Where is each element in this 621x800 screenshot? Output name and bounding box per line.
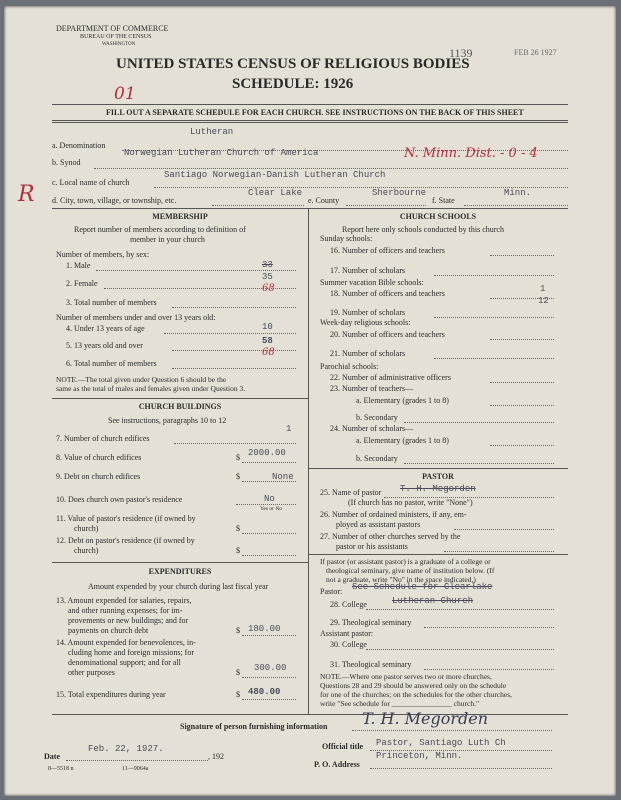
q19-label: 19. Number of scholars [330, 308, 406, 317]
q2-value: 35 [262, 272, 273, 282]
q13-label-b: and other running expenses; for im- [68, 606, 183, 615]
q9-label: 9. Debt on church edifices [56, 472, 141, 481]
membership-title: MEMBERSHIP [152, 212, 208, 221]
form-code-2: 11—9064a [122, 766, 149, 772]
form-title: UNITED STATES CENSUS OF RELIGIOUS BODIES [116, 56, 470, 72]
census-schedule-sheet [4, 6, 616, 796]
q13-label-a: 13. Amount expended for salaries, repairs, [56, 596, 192, 605]
q13-label-d: payments on church debt [68, 626, 149, 635]
q28-label: 28. College [330, 600, 367, 609]
church-name-value: Santiago Norwegian-Danish Lutheran Church [164, 170, 386, 180]
denomination-label: a. Denomination [52, 141, 106, 150]
pastor-note-3: for one of the churches; on the schedules for the other churches, [320, 690, 513, 699]
q10-label: 10. Does church own pastor's residence [56, 495, 183, 504]
po-address-label: P. O. Address [314, 760, 360, 769]
grad-note-2: theological seminary, give name of institution below. (If [326, 566, 495, 575]
q13-label-c: provements or new buildings; and for [68, 616, 189, 625]
q11-dollar: $ [236, 524, 240, 533]
q23b-label: b. Secondary [356, 413, 398, 422]
schedule-title: SCHEDULE: 1926 [232, 76, 354, 92]
city-field-value: Clear Lake [248, 188, 303, 198]
q10-value: No [264, 494, 275, 504]
parochial-schools: Parochial schools: [320, 362, 379, 371]
q16-label: 16. Number of officers and teachers [330, 246, 445, 255]
q1-value: 33 [262, 260, 273, 270]
q23a-label: a. Elementary (grades 1 to 8) [356, 396, 449, 405]
margin-mark: R [18, 182, 35, 207]
pastor-note-2: Questions 28 and 29 should be answered only on the schedule [320, 681, 507, 690]
q8-dollar: $ [236, 453, 240, 462]
pastor-title: PASTOR [422, 472, 454, 481]
q4-value: 10 [262, 322, 273, 332]
buildings-sub: See instructions, paragraphs 10 to 12 [108, 416, 227, 425]
q14-label-b: cluding home and foreign missions; for [68, 648, 194, 657]
asst-pastor-label: Assistant pastor: [320, 629, 374, 638]
q15-value: 480.00 [248, 687, 281, 697]
q26-label-a: 26. Number of ordained ministers, if any, em- [320, 510, 467, 519]
q5-hand-total: 68 [262, 347, 275, 358]
q28-value: Lutheran Church [392, 596, 474, 606]
q5-label: 5. 13 years old and over [66, 341, 143, 350]
q11-label-b: church) [74, 524, 99, 533]
q15-label: 15. Total expenditures during year [56, 690, 166, 699]
q13-value: 180.00 [248, 624, 281, 634]
q22-label: 22. Number of administrative officers [330, 373, 451, 382]
q17-label: 17. Number of scholars [330, 266, 406, 275]
q8-value: 2000.00 [248, 448, 286, 458]
official-title-value: Pastor, Santiago Luth Ch [376, 738, 506, 748]
q14-dollar: $ [236, 668, 240, 677]
synod-label: b. Synod [52, 158, 81, 167]
membership-intro-1: Report number of members according to definition of [74, 225, 246, 234]
q15-dollar: $ [236, 690, 240, 699]
q21-label: 21. Number of scholars [330, 349, 406, 358]
po-address-value: Princeton, Minn. [376, 751, 463, 761]
bureau-label: BUREAU OF THE CENSUS [80, 34, 152, 40]
q27-label-a: 27. Number of other churches served by the [320, 532, 461, 541]
q9-value: None [272, 472, 294, 482]
weekday-schools: Week-day religious schools: [320, 318, 411, 327]
sunday-schools: Sunday schools: [320, 234, 373, 243]
q24b-label: b. Secondary [356, 454, 398, 463]
q26-label-b: ployed as assistant pastors [336, 520, 421, 529]
q14-label-d: other purposes [68, 668, 115, 677]
hand-mark: 01 [114, 84, 136, 104]
q7-label: 7. Number of church edifices [56, 434, 150, 443]
pastor-note-4: write "See schedule for ________________ church." [320, 699, 480, 708]
denomination-value: Lutheran [190, 127, 234, 137]
county-label: e. County [308, 196, 340, 205]
expenditures-title: EXPENDITURES [148, 567, 212, 576]
summer-schools: Summer vacation Bible schools: [320, 278, 424, 287]
signature-value: T. H. Megorden [362, 709, 489, 728]
city-field-label: d. City, town, village, or township, etc. [52, 196, 177, 205]
q25-label: 25. Name of pastor [320, 488, 382, 497]
membership-intro-2: member in your church [130, 235, 205, 244]
schools-sub: Report here only schools conducted by this church [342, 225, 504, 234]
q25-sub: (If church has no pastor, write "None") [348, 498, 473, 507]
membership-bysex-2: Number of members under and over 13 years old: [56, 313, 216, 322]
q2-label: 2. Female [66, 279, 98, 288]
date-value: Feb. 22, 1927. [88, 744, 164, 754]
instruction-line: FILL OUT A SEPARATE SCHEDULE FOR EACH CHURCH. SEE INSTRUCTIONS ON THE BACK OF THIS SHEET [106, 108, 524, 117]
q23-label: 23. Number of teachers— [330, 384, 414, 393]
county-value: Sherbourne [372, 188, 427, 198]
grad-note-1: If pastor (or assistant pastor) is a graduate of a college or [320, 557, 491, 566]
membership-note-2: same as the total of males and females given under Question 3. [56, 384, 246, 393]
synod-hand-note: N. Minn. Dist. - 0 - 4 [404, 146, 538, 161]
buildings-title: CHURCH BUILDINGS [138, 402, 222, 411]
q13-dollar: $ [236, 626, 240, 635]
q1-label: 1. Male [66, 261, 91, 270]
q6-label: 6. Total number of members [66, 359, 157, 368]
q4-label: 4. Under 13 years of age [66, 324, 145, 333]
q12-label-b: church) [74, 546, 99, 555]
synod-value: Norwegian Lutheran Church of America [124, 148, 319, 158]
q31-label: 31. Theological seminary [330, 660, 412, 669]
q11-label-a: 11. Value of pastor's residence (if owned by [56, 514, 196, 523]
q18-value: 1 [540, 284, 546, 294]
city-label: WASHINGTON [102, 42, 136, 47]
pastor-note-1: NOTE.—Where one pastor serves two or more churches, [320, 672, 492, 681]
date-year: , 192 [208, 752, 224, 761]
form-code-1: 8—5518 n [48, 766, 74, 772]
q24-label: 24. Number of scholars— [330, 424, 414, 433]
pastor-see-schedule: See Schedule for Clearlake [352, 582, 493, 592]
dept-label: DEPARTMENT OF COMMERCE [56, 24, 169, 33]
received-stamp: FEB 26 1927 [514, 48, 557, 57]
q3-label: 3. Total number of members [66, 298, 157, 307]
q27-label-b: pastor or his assistants [336, 542, 408, 551]
q19-value: 12 [538, 296, 549, 306]
q30-label: 30. College [330, 640, 367, 649]
q10-yes-no: Yes or No [260, 506, 283, 512]
q5-value: 58 [262, 336, 273, 346]
membership-note-1: NOTE.—The total given under Question 6 should be the [56, 375, 227, 384]
q24a-label: a. Elementary (grades 1 to 8) [356, 436, 449, 445]
q14-label-a: 14. Amount expended for benevolences, in- [56, 638, 196, 647]
pastor-label: Pastor: [320, 587, 343, 596]
q12-label-a: 12. Debt on pastor's residence (if owned by [56, 536, 195, 545]
state-value: Minn. [504, 188, 532, 198]
q29-label: 29. Theological seminary [330, 618, 412, 627]
q12-dollar: $ [236, 546, 240, 555]
membership-bysex: Number of members, by sex: [56, 250, 150, 259]
q2-hand-total: 68 [262, 283, 275, 294]
q9-dollar: $ [236, 472, 240, 481]
expenditures-sub: Amount expended by your church during last fiscal year [88, 582, 269, 591]
church-name-label: c. Local name of church [52, 178, 130, 187]
q25-value: T. H. Megorden [400, 484, 476, 494]
date-label: Date [44, 752, 60, 761]
state-label: f. State [432, 196, 455, 205]
schools-title: CHURCH SCHOOLS [399, 212, 477, 221]
grad-note-3: not a graduate, write "No" in the space indicated.) [326, 575, 476, 584]
official-title-label: Official title [322, 742, 364, 751]
q18-label: 18. Number of officers and teachers [330, 289, 445, 298]
q8-label: 8. Value of church edifices [56, 453, 142, 462]
q20-label: 20. Number of officers and teachers [330, 330, 445, 339]
signature-label: Signature of person furnishing information [180, 722, 328, 731]
q7-value: 1 [286, 424, 292, 434]
q14-label-c: denominational support; and for all [68, 658, 181, 667]
form-number: 1139 [449, 46, 473, 60]
q14-value: 300.00 [254, 663, 287, 673]
